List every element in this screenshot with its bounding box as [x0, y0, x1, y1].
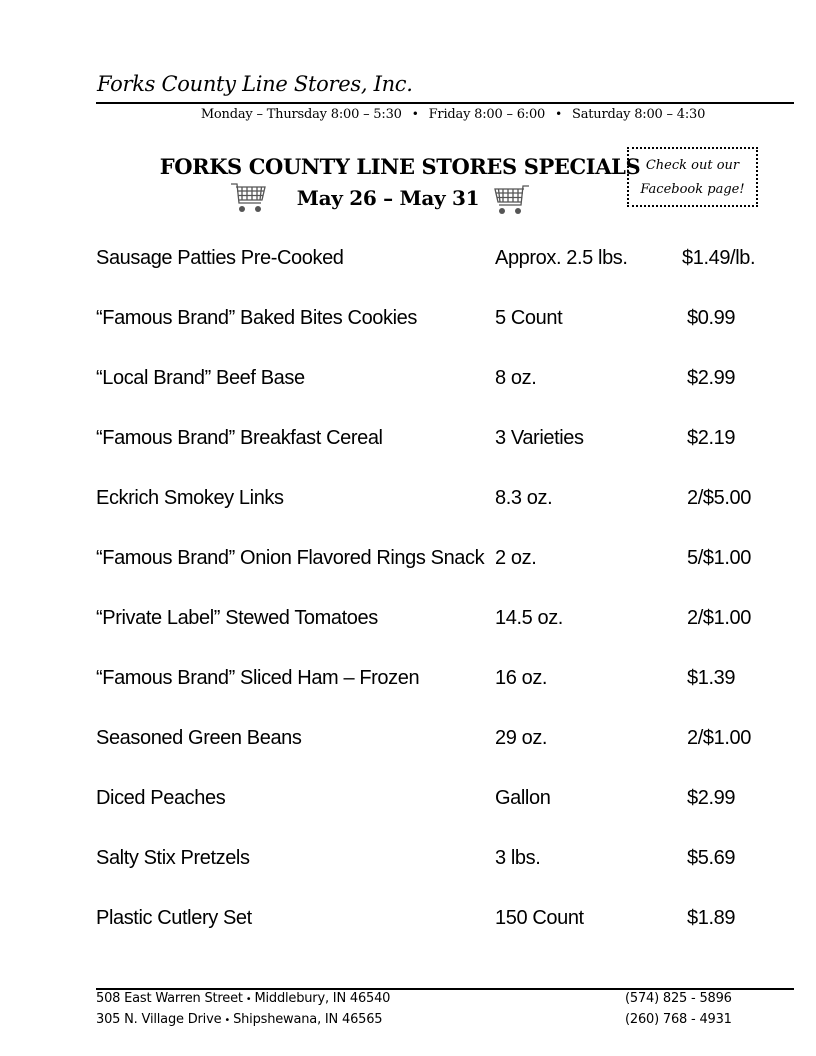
item-quantity: 29 oz. [495, 727, 548, 749]
hours-weekday: Monday – Thursday 8:00 – 5:30 [200, 107, 402, 122]
list-item [96, 847, 796, 873]
item-quantity: 5 Count [495, 307, 563, 329]
item-quantity: 14.5 oz. [495, 607, 563, 629]
list-item [96, 607, 796, 633]
list-item [96, 547, 796, 573]
specials-dates: May 26 – May 31 [296, 186, 480, 210]
item-quantity: 3 lbs. [495, 847, 541, 869]
item-quantity: Approx. 2.5 lbs. [495, 247, 628, 269]
address-street: 508 East Warren Street [96, 991, 243, 1006]
facebook-callout-line2: Facebook page! [640, 182, 745, 197]
item-price: $2.99 [687, 787, 736, 809]
bullet-separator: • [224, 1015, 231, 1026]
list-item [96, 727, 796, 753]
item-price: 5/$1.00 [687, 547, 751, 569]
footer-rule [96, 988, 794, 990]
specials-title: FORKS COUNTY LINE STORES SPECIALS [159, 154, 641, 179]
item-quantity: 8 oz. [495, 367, 537, 389]
item-price: 2/$5.00 [687, 487, 751, 509]
footer-phone-shipshewana: (260) 768 - 4931 [625, 1012, 732, 1027]
list-item [96, 787, 796, 813]
item-name: “Famous Brand” Baked Bites Cookies [96, 307, 417, 329]
item-price: 2/$1.00 [687, 727, 751, 749]
list-item [96, 427, 796, 453]
footer-phone-middlebury: (574) 825 - 5896 [625, 991, 732, 1006]
item-quantity: 150 Count [495, 907, 584, 929]
item-name: “Famous Brand” Onion Flavored Rings Snack [96, 547, 485, 569]
list-item [96, 907, 796, 933]
item-quantity: 3 Varieties [495, 427, 584, 449]
list-item [96, 667, 796, 693]
address-street: 305 N. Village Drive [96, 1012, 222, 1027]
item-name: “Famous Brand” Sliced Ham – Frozen [96, 667, 420, 689]
list-item [96, 307, 796, 333]
hours-friday: Friday 8:00 – 6:00 [428, 107, 546, 122]
footer-address-shipshewana [96, 1012, 382, 1027]
item-price: $1.89 [687, 907, 736, 929]
hours-saturday: Saturday 8:00 – 4:30 [572, 107, 706, 122]
item-quantity: 2 oz. [495, 547, 537, 569]
item-name: “Private Label” Stewed Tomatoes [96, 607, 378, 629]
bullet-separator: • [555, 107, 562, 121]
bullet-separator: • [245, 994, 252, 1005]
company-name: Forks County Line Stores, Inc. [97, 72, 413, 96]
list-item [96, 367, 796, 393]
item-name: Sausage Patties Pre-Cooked [96, 247, 344, 269]
shopping-cart-icon [229, 181, 267, 215]
item-name: Seasoned Green Beans [96, 727, 302, 749]
facebook-callout-line1: Check out our [645, 158, 740, 173]
item-name: Eckrich Smokey Links [96, 487, 284, 509]
footer-address-middlebury [96, 991, 390, 1006]
item-price: $2.19 [687, 427, 736, 449]
shopping-cart-icon [493, 183, 531, 217]
item-price: $1.39 [687, 667, 736, 689]
address-city: Shipshewana, IN 46565 [233, 1012, 383, 1027]
item-quantity: Gallon [495, 787, 551, 809]
item-name: “Famous Brand” Breakfast Cereal [96, 427, 383, 449]
item-name: Plastic Cutlery Set [96, 907, 252, 929]
list-item [96, 487, 796, 513]
item-price: $2.99 [687, 367, 736, 389]
address-city: Middlebury, IN 46540 [254, 991, 391, 1006]
item-name: Salty Stix Pretzels [96, 847, 250, 869]
bullet-separator: • [411, 107, 419, 121]
item-name: “Local Brand” Beef Base [96, 367, 305, 389]
store-hours [96, 107, 810, 122]
header-rule [96, 102, 794, 104]
list-item [96, 247, 796, 273]
item-name: Diced Peaches [96, 787, 226, 809]
item-price: $1.49/lb. [682, 247, 756, 269]
item-quantity: 16 oz. [495, 667, 548, 689]
item-price: 2/$1.00 [687, 607, 751, 629]
facebook-callout [627, 147, 758, 207]
item-price: $5.69 [687, 847, 736, 869]
item-quantity: 8.3 oz. [495, 487, 553, 509]
item-price: $0.99 [687, 307, 736, 329]
